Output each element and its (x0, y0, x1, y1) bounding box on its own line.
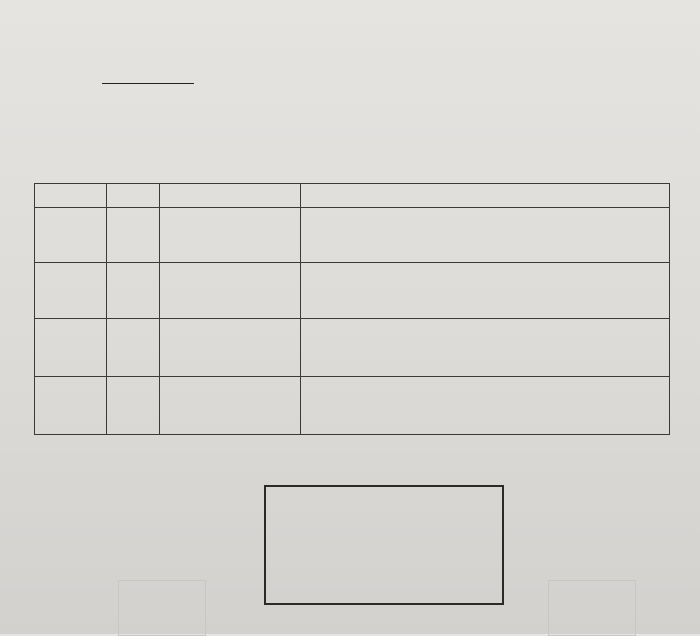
table-divider (159, 184, 160, 434)
table-divider (35, 376, 669, 377)
table-divider (35, 207, 669, 208)
nmr-table (34, 183, 670, 435)
part-a-answer-blank[interactable] (102, 70, 194, 84)
table-divider (35, 318, 669, 319)
table-divider (300, 184, 301, 434)
show-through-box (118, 580, 206, 636)
show-through-box (548, 580, 636, 636)
structure-answer-box[interactable] (264, 485, 504, 605)
table-divider (106, 184, 107, 434)
table-divider (35, 262, 669, 263)
part-a-question (100, 70, 194, 89)
